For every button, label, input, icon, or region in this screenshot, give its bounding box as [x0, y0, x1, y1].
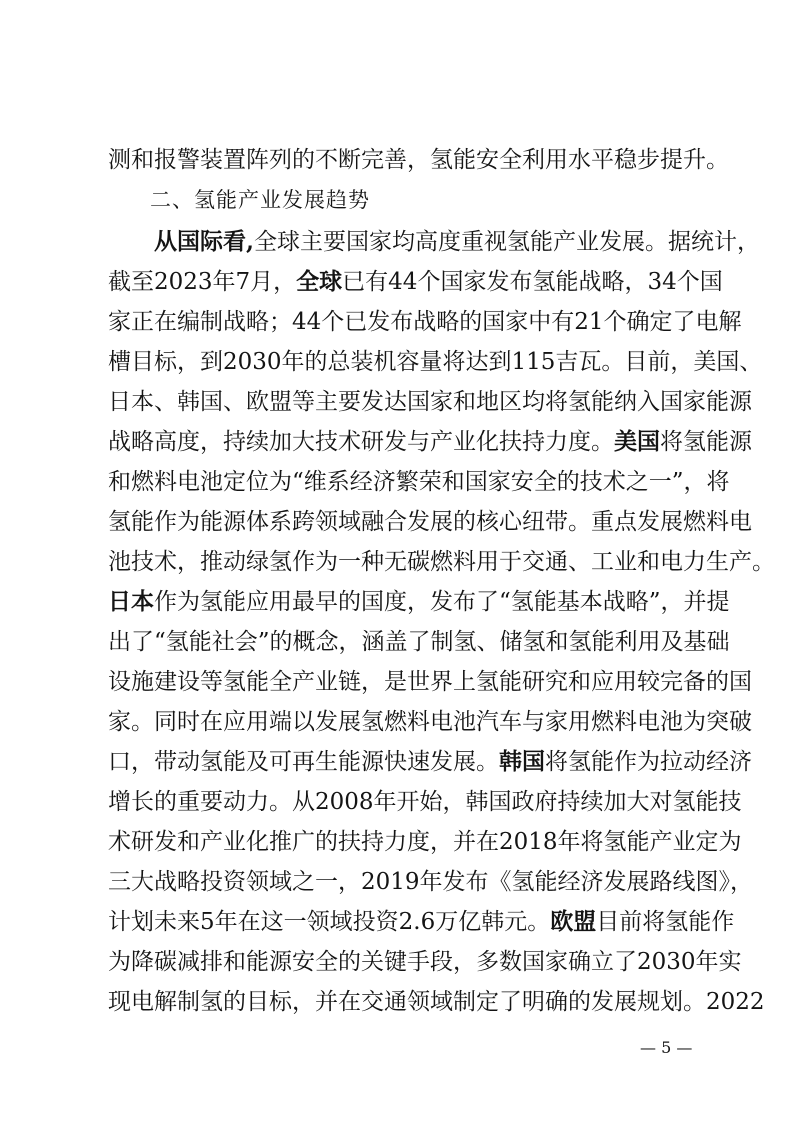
- body-text: 家正在编制战略；44个已发布战略的国家中有21个确定了电解: [108, 309, 742, 335]
- body-text: 和燃料电池定位为“维系经济繁荣和国家安全的技术之一”，将: [108, 469, 730, 495]
- section-heading: 二、氢能产业发展趋势: [150, 188, 370, 212]
- paragraph-line: [154, 222, 761, 262]
- paragraph-line: [108, 702, 752, 742]
- keyword-international: 从国际看,: [154, 228, 255, 255]
- paragraph-line: [108, 982, 765, 1022]
- body-text: 将氢能作为拉动经济: [545, 749, 752, 775]
- keyword-usa: 美国: [614, 428, 660, 455]
- body-text: 口，带动氢能及可再生能源快速发展。: [108, 749, 499, 775]
- body-text: 战略高度，持续加大技术研发与产业化扶持力度。: [108, 429, 614, 455]
- paragraph-line: [108, 942, 742, 982]
- paragraph-line: [108, 622, 730, 662]
- body-text: 术研发和产业化推广的扶持力度，并在2018年将氢能产业定为: [108, 829, 742, 855]
- paragraph-line: [108, 262, 723, 302]
- paragraph-line: [108, 742, 752, 782]
- body-text: 计划未来5年在这一领域投资2.6万亿韩元。: [108, 909, 551, 935]
- paragraph-line: [108, 582, 730, 622]
- body-text: 氢能作为能源体系跨领域融合发展的核心纽带。重点发展燃料电: [108, 509, 752, 535]
- body-text: 将氢能源: [660, 429, 752, 455]
- body-text: 池技术，推动绿氢作为一种无碳燃料用于交通、工业和电力生产。: [108, 549, 775, 575]
- body-text: 家。同时在应用端以发展氢燃料电池汽车与家用燃料电池为突破: [108, 709, 752, 735]
- paragraph-line: [108, 302, 742, 342]
- keyword-japan: 日本: [108, 588, 154, 615]
- paragraph-line: [108, 382, 752, 422]
- body-text: 测和报警装置阵列的不断完善，氢能安全利用水平稳步提升。: [108, 147, 729, 173]
- body-text: 出了“氢能社会”的概念，涵盖了制氢、储氢和氢能利用及基础: [108, 629, 730, 655]
- body-text: 三大战略投资领域之一，2019年发布《氢能经济发展路线图》，: [108, 869, 754, 895]
- paragraph-line: [108, 502, 752, 542]
- paragraph-line: [108, 422, 752, 462]
- paragraph-line: [108, 662, 752, 702]
- paragraph-line: [108, 902, 735, 942]
- keyword-eu: 欧盟: [550, 908, 597, 935]
- body-text: 现电解制氢的目标，并在交通领域制定了明确的发展规划。2022: [108, 989, 765, 1015]
- body-text: 全球主要国家均高度重视氢能产业发展。据统计，: [254, 229, 761, 255]
- body-line-carryover: [108, 140, 729, 180]
- paragraph-line: [108, 342, 763, 382]
- body-text: 槽目标，到2030年的总装机容量将达到115吉瓦。目前，美国、: [108, 349, 763, 375]
- paragraph-line: [108, 542, 775, 582]
- body-text: 设施建设等氢能全产业链，是世界上氢能研究和应用较完备的国: [108, 669, 752, 695]
- body-text: 作为氢能应用最早的国度，发布了“氢能基本战略”，并提: [154, 589, 730, 615]
- paragraph-line: [108, 862, 754, 902]
- body-text: 增长的重要动力。从2008年开始，韩国政府持续加大对氢能技: [108, 789, 742, 815]
- body-text: 目前将氢能作: [596, 909, 735, 935]
- paragraph-line: [108, 462, 730, 502]
- paragraph-line: [108, 822, 742, 862]
- keyword-korea: 韩国: [499, 748, 545, 775]
- paragraph-line: [108, 782, 742, 822]
- body-text: 已有44个国家发布氢能战略，34个国: [342, 269, 723, 295]
- body-text: 截至2023年7月，: [108, 269, 297, 295]
- body-text: 为降碳减排和能源安全的关键手段，多数国家确立了2030年实: [108, 949, 742, 975]
- body-text: 日本、韩国、欧盟等主要发达国家和地区均将氢能纳入国家能源: [108, 389, 752, 415]
- page-number: — 5 —: [640, 1038, 693, 1057]
- keyword-global: 全球: [296, 268, 343, 295]
